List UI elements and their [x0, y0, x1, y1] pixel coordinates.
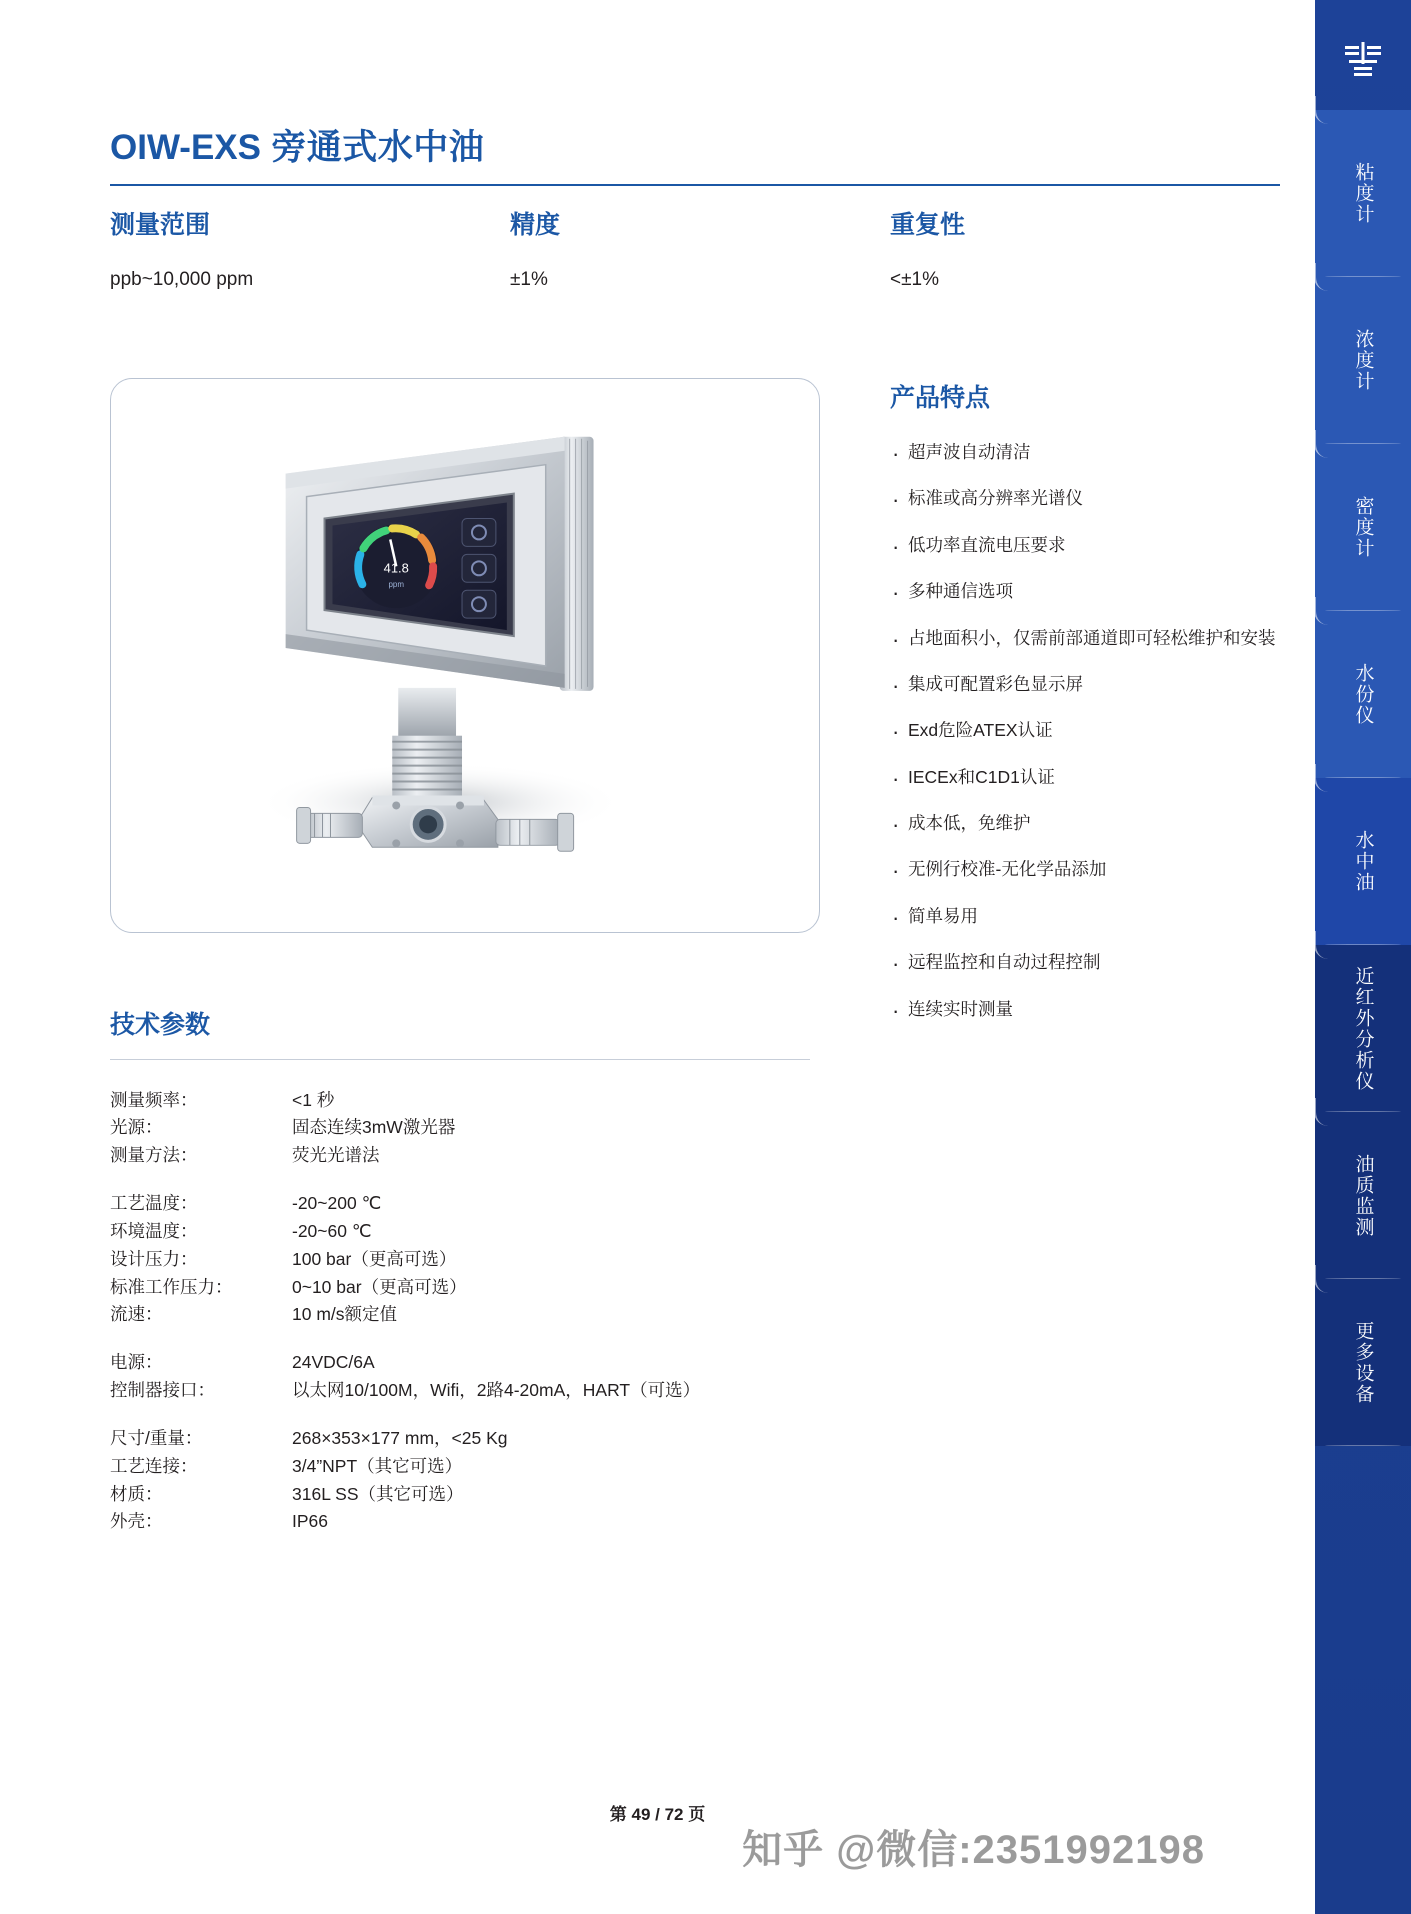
rail-tab-density[interactable] [1315, 444, 1411, 611]
rail-tab-concentration[interactable] [1315, 277, 1411, 444]
list-item: · IECEx和C1D1认证 [890, 765, 1290, 790]
rail-tab-nir-analyzer[interactable] [1315, 945, 1411, 1112]
spec-value: ±1% [510, 269, 548, 290]
tech-value: 荧光光谱法 [292, 1145, 380, 1166]
tech-key: 流速： [110, 1304, 163, 1325]
spec-label: 精度 [510, 211, 561, 239]
watermark-text: 知乎 @微信:2351992198 [742, 1828, 1205, 1872]
table-row [110, 1452, 700, 1480]
tech-value: 10 m/s额定值 [292, 1304, 398, 1325]
tab-notch-icon [1314, 597, 1336, 625]
rail-tab-label: 近红外分析仪 [1352, 965, 1374, 1092]
page-title-name: 旁通式水中油 [271, 128, 485, 167]
spec-value: <±1% [890, 269, 939, 290]
tech-key: 工艺温度： [110, 1193, 198, 1214]
table-row [110, 1245, 700, 1273]
tab-notch-icon [1314, 263, 1336, 291]
features-heading: 产品特点 [890, 384, 991, 412]
product-features [890, 378, 1290, 1043]
tech-key: 测量频率： [110, 1089, 198, 1110]
rail-tab-moisture[interactable] [1315, 611, 1411, 778]
list-item: · 超声波自动清洁 [890, 440, 1290, 465]
tech-value: -20~60 ℃ [292, 1220, 372, 1241]
page-title [110, 120, 1280, 170]
rail-tab-label: 水份仪 [1352, 663, 1374, 726]
table-spacer [110, 1329, 700, 1349]
rail-tab-oil-condition[interactable] [1315, 1112, 1411, 1279]
table-spacer [110, 1404, 700, 1424]
table-row [110, 1377, 700, 1405]
tab-notch-icon [1314, 430, 1336, 458]
table-row [110, 1424, 700, 1452]
features-list [890, 440, 1290, 1022]
page-footer: 第 49 / 72 页 [609, 1805, 706, 1824]
rail-tab-label: 水中油 [1352, 830, 1374, 893]
tech-key: 环境温度： [110, 1220, 198, 1241]
tech-value: 316L SS（其它可选） [292, 1483, 464, 1504]
spec-accuracy [510, 205, 890, 291]
table-row [110, 1086, 700, 1114]
product-photo-card [110, 378, 820, 933]
tech-heading: 技术参数 [110, 1011, 211, 1039]
table-row [110, 1142, 700, 1170]
tech-divider [110, 1059, 810, 1060]
tech-value: 固态连续3mW激光器 [292, 1117, 456, 1138]
table-row [110, 1301, 700, 1329]
table-row [110, 1190, 700, 1218]
table-row [110, 1480, 700, 1508]
key-specs-row [110, 205, 1290, 291]
table-spacer [110, 1170, 700, 1190]
spec-repeatability [890, 205, 1270, 291]
list-item: · 成本低，免维护 [890, 811, 1290, 836]
tech-value: IP66 [292, 1511, 328, 1532]
spec-label: 测量范围 [110, 211, 211, 239]
tech-key: 标准工作压力： [110, 1276, 233, 1297]
rail-tab-label: 密度计 [1352, 496, 1374, 559]
list-item: · 低功率直流电压要求 [890, 533, 1290, 558]
tech-key: 控制器接口： [110, 1380, 215, 1401]
rail-tab-list [1315, 110, 1411, 1446]
tech-key: 电源： [110, 1352, 163, 1373]
tab-notch-icon [1314, 96, 1336, 124]
tech-key: 工艺连接： [110, 1455, 198, 1476]
category-rail [1315, 0, 1411, 1914]
list-item: · Exd危险ATEX认证 [890, 718, 1290, 743]
rail-tab-label: 浓度计 [1352, 329, 1374, 392]
tech-key: 测量方法： [110, 1145, 198, 1166]
list-item: · 无例行校准-无化学品添加 [890, 857, 1290, 882]
tech-value: 以太网10/100M，Wifi，2路4-20mA，HART（可选） [292, 1380, 701, 1401]
spec-value: ppb~10,000 ppm [110, 269, 254, 290]
tech-value: -20~200 ℃ [292, 1193, 382, 1214]
tech-key: 设计压力： [110, 1248, 198, 1269]
svg-text:41.8: 41.8 [383, 560, 409, 576]
logo-icon [1341, 40, 1385, 80]
list-item: · 集成可配置彩色显示屏 [890, 672, 1290, 697]
technical-parameters [110, 1005, 830, 1536]
list-item: · 占地面积小，仅需前部通道即可轻松维护和安装 [890, 626, 1290, 651]
list-item: · 多种通信选项 [890, 579, 1290, 604]
rail-tab-label: 油质监测 [1352, 1153, 1374, 1238]
rail-tab-label: 粘度计 [1352, 162, 1374, 225]
page-title-model: OIW-EXS [110, 128, 261, 167]
svg-text:ppm: ppm [388, 580, 405, 590]
tech-table [110, 1086, 700, 1536]
table-row [110, 1349, 700, 1377]
watermark [742, 1818, 1205, 1875]
rail-tab-oil-in-water[interactable] [1315, 778, 1411, 945]
spec-measuring-range [110, 205, 510, 291]
tech-value: 3/4”NPT（其它可选） [292, 1455, 463, 1476]
rail-tab-viscometer[interactable] [1315, 110, 1411, 277]
rail-tab-label: 更多设备 [1352, 1320, 1374, 1405]
tab-notch-icon [1314, 1098, 1336, 1126]
tech-value: 0~10 bar（更高可选） [292, 1276, 467, 1297]
tech-value: 100 bar（更高可选） [292, 1248, 457, 1269]
table-row [110, 1508, 700, 1536]
table-row [110, 1217, 700, 1245]
page-title-block [110, 120, 1280, 186]
tech-value: 268×353×177 mm，<25 Kg [292, 1427, 508, 1448]
list-item: · 连续实时测量 [890, 997, 1290, 1022]
tech-key: 尺寸/重量： [110, 1427, 203, 1448]
tech-key: 光源： [110, 1117, 163, 1138]
tab-notch-icon [1314, 764, 1336, 792]
list-item: · 简单易用 [890, 904, 1290, 929]
tech-key: 外壳： [110, 1511, 163, 1532]
spec-label: 重复性 [890, 211, 966, 239]
product-photo [111, 379, 819, 932]
list-item: · 标准或高分辨率光谱仪 [890, 486, 1290, 511]
tech-value: <1 秒 [292, 1089, 335, 1110]
list-item: · 远程监控和自动过程控制 [890, 950, 1290, 975]
tab-notch-icon [1314, 1265, 1336, 1293]
tech-key: 材质： [110, 1483, 163, 1504]
title-divider [110, 184, 1280, 186]
tech-value: 24VDC/6A [292, 1352, 375, 1373]
table-row [110, 1273, 700, 1301]
brand-logo [1315, 30, 1411, 90]
tab-notch-icon [1314, 931, 1336, 959]
rail-tab-more-equipment[interactable] [1315, 1279, 1411, 1446]
table-row [110, 1114, 700, 1142]
